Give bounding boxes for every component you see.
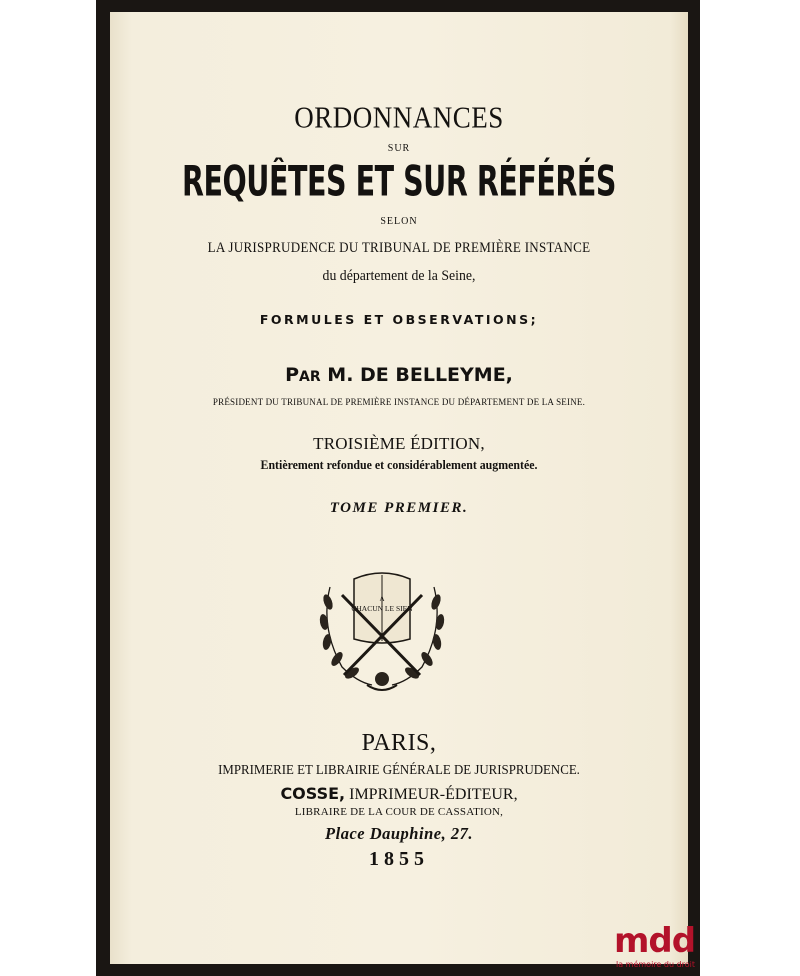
title-selon: SELON xyxy=(380,216,418,227)
volume: TOME PREMIER. xyxy=(329,500,469,516)
logo-tagline: la mémoire du droit xyxy=(616,960,696,969)
author-line xyxy=(110,364,688,386)
imprint-year: 1855 xyxy=(369,848,429,870)
imprint-city: PARIS, xyxy=(361,730,437,756)
ribbon-knot xyxy=(375,672,389,686)
printer-name: COSSE, xyxy=(280,784,346,803)
motto-a: A xyxy=(379,595,385,603)
author-title: PRÉSIDENT DU TRIBUNAL DE PREMIÈRE INSTANCE DU DÉPARTEMENT DE LA SEINE. xyxy=(212,398,586,408)
edition: TROISIÈME ÉDITION, xyxy=(313,434,485,453)
mdd-watermark-logo xyxy=(614,922,698,974)
subtitle-formules: FORMULES ET OBSERVATIONS; xyxy=(259,312,539,327)
imprint-bookseller: LIBRAIRE DE LA COUR DE CASSATION, xyxy=(294,806,504,818)
title-page xyxy=(110,12,688,964)
title-sur: SUR xyxy=(387,143,411,154)
imprint-publisher: IMPRIMERIE ET LIBRAIRIE GÉNÉRALE DE JURISPRUDENCE. xyxy=(218,763,580,778)
subtitle-jurisprudence: LA JURISPRUDENCE DU TRIBUNAL DE PREMIÈRE INSTANCE xyxy=(207,240,591,256)
printer-role: IMPRIMEUR-ÉDITEUR, xyxy=(345,786,518,803)
motto-text: CHACUN LE SIEN xyxy=(351,604,413,613)
imprint-address: Place Dauphine, 27. xyxy=(325,824,473,843)
title-ordonnances: ORDONNANCES xyxy=(294,99,504,135)
logo-mark: mdd xyxy=(614,921,696,961)
author-name: M. DE BELLEYME, xyxy=(327,364,513,386)
imprint-printer xyxy=(110,784,688,804)
author-prefix-p: P xyxy=(285,364,300,386)
subtitle-departement: du département de la Seine, xyxy=(322,268,476,284)
main-title: REQUÊTES ET SUR RÉFÉRÉS xyxy=(181,157,617,207)
printer-vignette-emblem xyxy=(312,567,452,697)
edition-note: Entièrement refondue et considérablement augmentée. xyxy=(260,458,538,472)
author-prefix-ar: AR xyxy=(299,369,321,385)
